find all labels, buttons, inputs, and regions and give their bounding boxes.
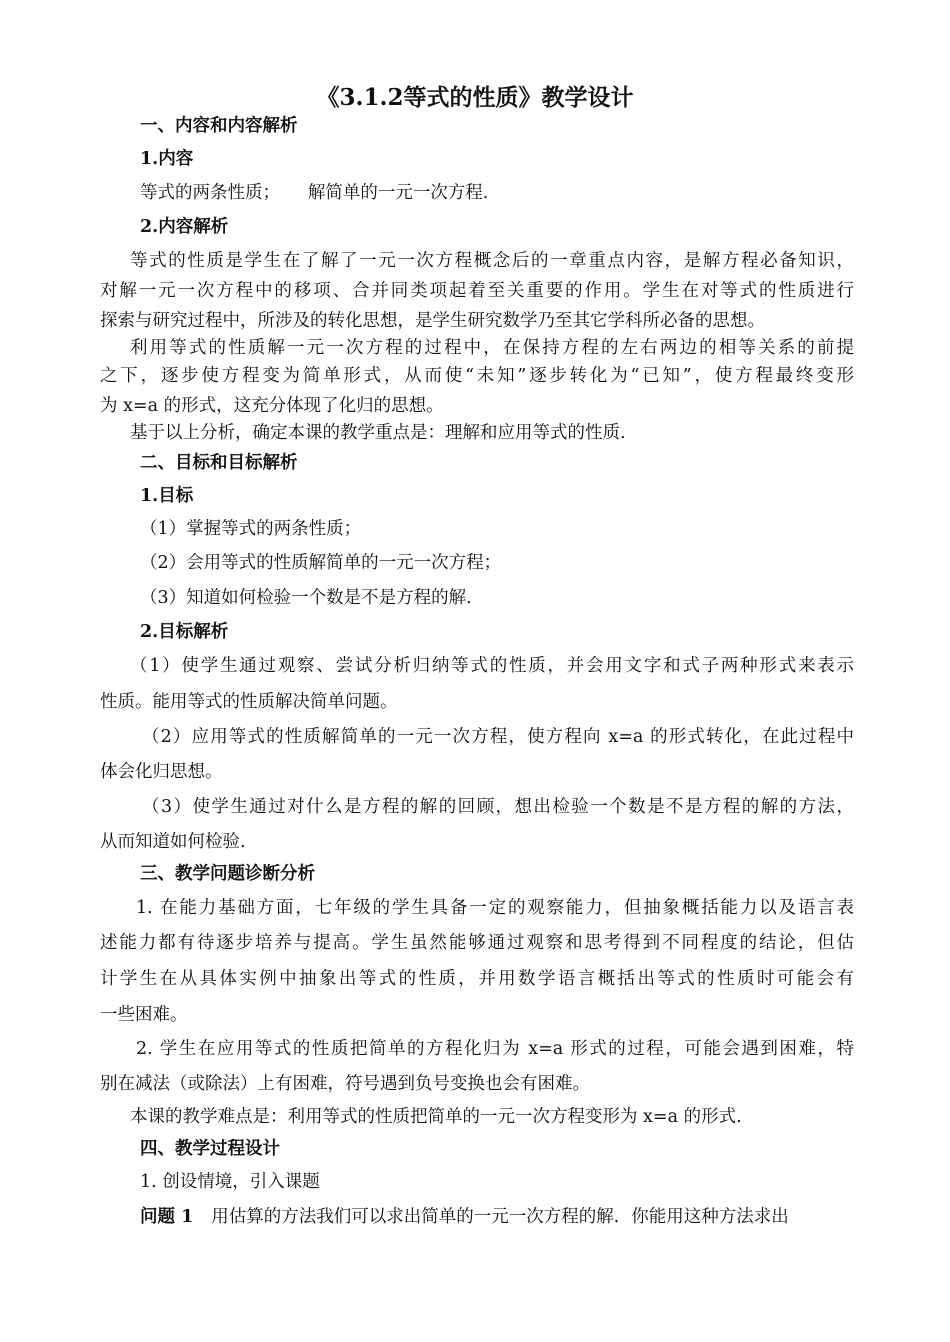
- key-point-text: 基于以上分析，确定本课的教学重点是：理解和应用等式的性质.: [130, 423, 626, 443]
- paragraph-line: 对解一元一次方程中的移项、合并同类项起着至关重要的作用。学生在对等式的性质进行: [100, 281, 854, 301]
- question-label: 问题 1: [140, 1207, 194, 1227]
- section-heading-content: 一、内容和内容解析: [140, 116, 298, 136]
- section-heading-goals: 二、目标和目标解析: [140, 453, 298, 473]
- document-title: 《3.1.2等式的性质》教学设计: [316, 84, 634, 111]
- subheading-goals: 1.目标: [140, 486, 194, 506]
- question-line: [140, 1209, 789, 1227]
- paragraph-line: 利用等式的性质解一元一次方程的过程中，在保持方程的左右两边的相等关系的前提: [130, 338, 854, 358]
- paragraph-line: 计学生在从具体实例中抽象出等式的性质，并用数学语言概括出等式的性质时可能会有: [100, 969, 854, 989]
- paragraph-line: （1）使学生通过观察、尝试分析归纳等式的性质，并会用文字和式子两种形式来表示: [130, 656, 854, 676]
- difficulty-text: 本课的教学难点是：利用等式的性质把简单的一元一次方程变形为 x=a 的形式.: [130, 1107, 742, 1127]
- paragraph-line: 1. 在能力基础方面，七年级的学生具备一定的观察能力，但抽象概括能力以及语言表: [136, 898, 854, 918]
- paragraph-line: 为 x=a 的形式，这充分体现了化归的思想。: [100, 396, 444, 416]
- paragraph-line: （3）使学生通过对什么是方程的解的回顾，想出检验一个数是不是方程的解的方法，: [142, 797, 854, 817]
- question-text: 用估算的方法我们可以求出简单的一元一次方程的解．你能用这种方法求出: [211, 1207, 789, 1227]
- paragraph-line: 述能力都有待逐步培养与提高。学生虽然能够通过观察和思考得到不同程度的结论，但估: [100, 933, 854, 953]
- section-heading-process: 四、教学过程设计: [140, 1139, 280, 1159]
- paragraph-line: 探索与研究过程中，所涉及的转化思想，是学生研究数学乃至其它学科所必备的思想。: [100, 311, 765, 331]
- step-heading: 1. 创设情境，引入课题: [140, 1172, 320, 1192]
- paragraph-line: 别在减法（或除法）上有困难，符号遇到负号变换也会有困难。: [100, 1074, 590, 1094]
- paragraph-line: 从而知道如何检验.: [100, 832, 246, 852]
- paragraph-line: 等式的性质是学生在了解了一元一次方程概念后的一章重点内容，是解方程必备知识，: [130, 251, 854, 271]
- paragraph-line: 体会化归思想。: [100, 762, 223, 782]
- paragraph-line: 之下，逐步使方程变为简单形式，从而使“未知”逐步转化为“已知”，使方程最终变形: [100, 366, 854, 386]
- paragraph-line: 2. 学生在应用等式的性质把简单的方程化归为 x=a 形式的过程，可能会遇到困难，特: [136, 1039, 854, 1059]
- subheading-goal-analysis: 2.目标解析: [140, 622, 229, 642]
- paragraph-line: 性质。能用等式的性质解决简单问题。: [100, 692, 398, 712]
- goal-item: （2）会用等式的性质解简单的一元一次方程；: [140, 553, 502, 573]
- subheading-content: 1.内容: [140, 149, 194, 169]
- content-text: 等式的两条性质； 解简单的一元一次方程.: [140, 183, 489, 203]
- paragraph-line: （2）应用等式的性质解简单的一元一次方程，使方程向 x=a 的形式转化，在此过程中: [142, 727, 854, 747]
- section-heading-diagnosis: 三、教学问题诊断分析: [140, 864, 315, 884]
- goal-item: （3）知道如何检验一个数是不是方程的解.: [140, 588, 472, 608]
- paragraph-line: 一些困难。: [100, 1005, 188, 1025]
- goal-item: （1）掌握等式的两条性质；: [140, 519, 362, 539]
- subheading-content-analysis: 2.内容解析: [140, 217, 229, 237]
